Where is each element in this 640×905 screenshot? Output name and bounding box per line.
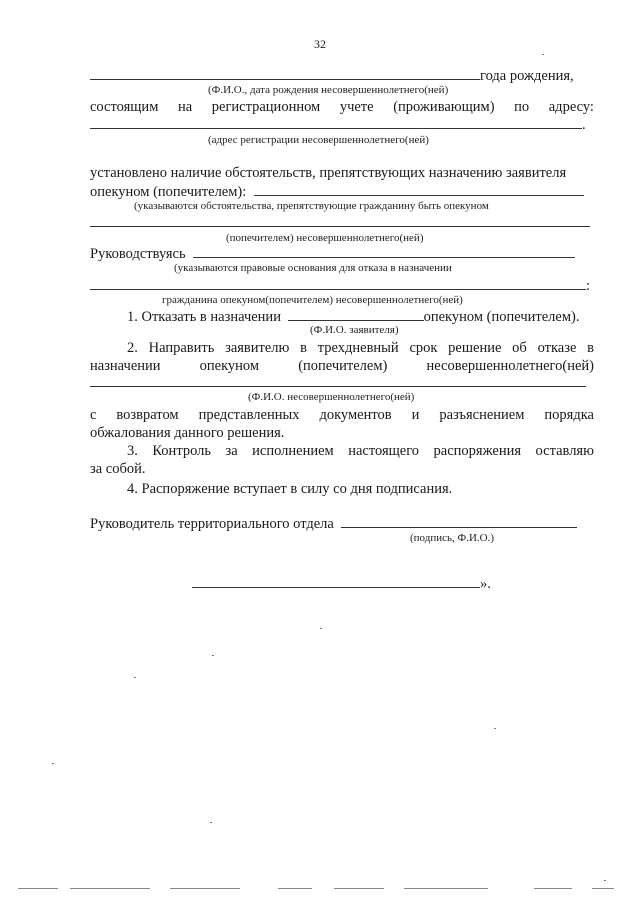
word: срок	[409, 340, 438, 356]
scan-dash	[334, 888, 384, 889]
word: решение	[448, 340, 502, 356]
word: в	[587, 340, 594, 356]
caption-citizen: гражданина опекуном(попечителем) несовершеннолетнего(ней)	[162, 294, 463, 306]
word: 2.	[127, 340, 138, 356]
caption-address: (адрес регистрации несовершеннолетнего(ней)	[208, 134, 429, 146]
word: Контроль	[152, 443, 211, 459]
word: отказе	[537, 340, 577, 356]
blank-legal-cont	[90, 276, 586, 290]
scan-speck	[134, 677, 136, 678]
item-3-line-1	[127, 442, 594, 460]
guardian-label: опекуном (попечителем):	[90, 184, 247, 200]
item-2-line-2	[90, 357, 594, 375]
blank-fio-birth	[90, 66, 480, 80]
scan-dash	[534, 888, 572, 889]
word: об	[512, 340, 527, 356]
word: адресу:	[548, 99, 594, 115]
word: (проживающим)	[393, 99, 495, 115]
line-registered	[90, 98, 594, 116]
blank-applicant	[288, 307, 424, 321]
word: представленных	[198, 407, 300, 423]
line-guided	[90, 244, 594, 263]
scan-speck	[212, 655, 214, 656]
word: и	[411, 407, 420, 423]
scan-speck	[494, 728, 496, 729]
line-circumstances: установлено наличие обстоятельств, препятствующих назначению заявителя	[90, 165, 567, 181]
item-4: 4. Распоряжение вступает в силу со дня подписания.	[127, 481, 453, 497]
word: разъяснением	[439, 407, 525, 423]
page-number: 32	[314, 37, 326, 51]
blank-legal-basis	[193, 244, 575, 258]
blank-circumstances	[254, 182, 584, 196]
blank-address	[90, 115, 582, 129]
word: распоряжения	[433, 443, 522, 459]
word: по	[514, 99, 530, 115]
word: 3.	[127, 443, 138, 459]
item-3-line-2: за собой.	[90, 461, 146, 477]
word: заявителю	[225, 340, 290, 356]
scan-speck	[542, 54, 544, 55]
scan-dash	[70, 888, 150, 889]
item-1-prefix: 1. Отказать в назначении	[127, 309, 281, 325]
line-address	[90, 115, 594, 134]
scan-dash	[404, 888, 488, 889]
caption-applicant: (Ф.И.О. заявителя)	[310, 324, 399, 336]
word: порядка	[544, 407, 594, 423]
colon: :	[586, 278, 591, 294]
word: опекуном	[199, 358, 260, 374]
word: возвратом	[116, 407, 179, 423]
word: учете	[339, 99, 374, 115]
blank-minor-name	[90, 386, 586, 387]
head-label: Руководитель территориального отдела	[90, 516, 334, 532]
item-2-line-1	[127, 339, 594, 357]
address-end-dot: .	[582, 117, 586, 133]
scan-speck	[52, 763, 54, 764]
line-legal-cont	[90, 276, 594, 295]
caption-minor: (Ф.И.О. несовершеннолетнего(ней)	[248, 391, 415, 403]
line-closing	[192, 574, 512, 593]
scan-speck	[210, 822, 212, 823]
word: на	[177, 99, 193, 115]
word: Направить	[148, 340, 215, 356]
scan-dash	[170, 888, 240, 889]
caption-guardian-minor: (попечителем) несовершеннолетнего(ней)	[226, 232, 424, 244]
word: назначении	[90, 358, 161, 374]
guided-label: Руководствуясь	[90, 246, 186, 262]
closing-quote: ».	[480, 576, 491, 592]
line-appeal: обжалования данного решения.	[90, 425, 285, 441]
scan-dash	[18, 888, 58, 889]
word: несовершеннолетнего(ней)	[426, 358, 594, 374]
scan-dash	[278, 888, 312, 889]
scan-speck	[604, 880, 606, 881]
scan-speck	[320, 628, 322, 629]
word: (попечителем)	[298, 358, 388, 374]
word: настоящего	[348, 443, 420, 459]
caption-legal-basis: (указываются правовые основания для отказа в назначении	[174, 262, 452, 274]
blank-closing	[192, 574, 480, 588]
scan-dash	[592, 888, 614, 889]
word: за	[225, 443, 238, 459]
item-1-suffix: опекуном (попечителем).	[423, 309, 580, 325]
line-return	[90, 406, 594, 424]
caption-signature: (подпись, Ф.И.О.)	[410, 532, 494, 544]
word: в	[300, 340, 307, 356]
line-head	[90, 514, 594, 533]
caption-circumstances: (указываются обстоятельства, препятствующие гражданину быть опекуном	[134, 200, 489, 212]
birth-year-label: года рождения,	[480, 68, 574, 84]
word: регистрационном	[211, 99, 321, 115]
word: с	[90, 407, 97, 423]
line-guardian	[90, 182, 594, 201]
word: трехдневный	[317, 340, 399, 356]
word: документов	[319, 407, 392, 423]
caption-fio-birth: (Ф.И.О., дата рождения несовершеннолетнего(ней)	[208, 84, 449, 96]
word: состоящим	[90, 99, 159, 115]
blank-circumstances-cont	[90, 226, 590, 227]
line-fio-birth	[90, 66, 594, 85]
word: оставляю	[535, 443, 594, 459]
blank-signature	[341, 514, 577, 528]
word: исполнением	[252, 443, 334, 459]
